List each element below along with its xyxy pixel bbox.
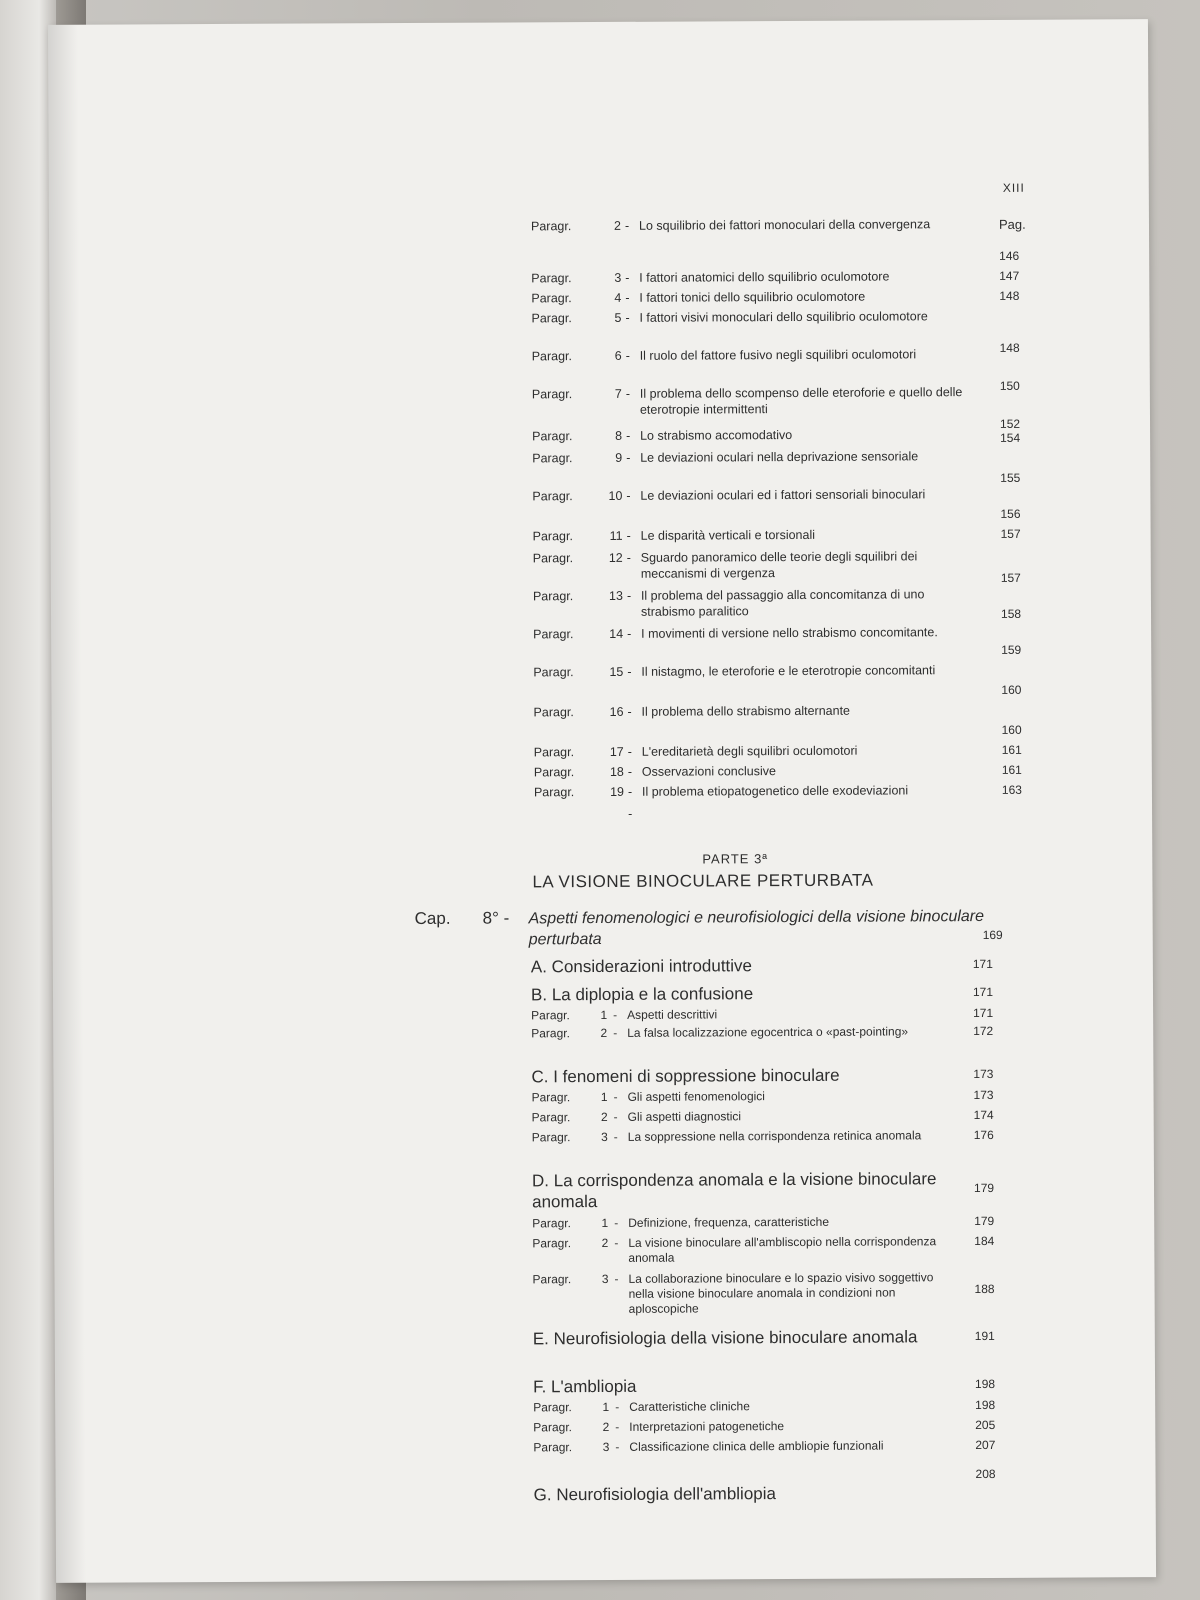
entry-label: Paragr. xyxy=(532,489,573,504)
entry-page: 148 xyxy=(999,340,1020,355)
section-page: 173 xyxy=(973,1066,994,1082)
entry-dash: - xyxy=(627,664,632,679)
entry-text: La visione binoculare all'ambliscopio nella corrispondenza anomala xyxy=(628,1234,937,1265)
entry-number: 1 xyxy=(601,1215,609,1231)
entry-text: Classificazione clinica delle ambliopie funzionali xyxy=(629,1438,884,1454)
entry-label: Paragr. xyxy=(532,429,573,444)
entry-page: 179 xyxy=(974,1213,995,1229)
entry-dash: - xyxy=(615,1419,620,1434)
entry-label: Paragr. xyxy=(533,627,574,642)
entry-label: Paragr. xyxy=(533,665,574,680)
entry-dash: - xyxy=(613,1025,618,1040)
entry-dash: - xyxy=(627,784,633,799)
entry-dash: - xyxy=(626,428,631,443)
entry-dash: - xyxy=(625,270,630,285)
entry-page: 184 xyxy=(974,1233,995,1249)
section-title: D. La corrispondenza anomala e la visione binoculare anomala xyxy=(531,1169,937,1212)
entry-dash: - xyxy=(626,588,632,603)
toc-entry xyxy=(52,741,1152,760)
entry-text: Lo squilibrio dei fattori monoculari della convergenza xyxy=(638,217,931,233)
chapter-label: Cap. xyxy=(414,908,451,928)
entry-page: 156 xyxy=(1000,506,1021,521)
entry-dash: - xyxy=(613,1129,618,1144)
entry-text: L'ereditarietà degli squilibri oculomotori xyxy=(641,743,858,759)
entry-text: Lo strabismo accomodativo xyxy=(640,427,793,443)
entry-dash: - xyxy=(624,218,630,233)
entry-number: 2 xyxy=(602,1419,610,1435)
entry-page: 171 xyxy=(973,1005,994,1021)
entry-label: Paragr. xyxy=(532,1216,571,1231)
entry-dash: - xyxy=(615,1399,620,1414)
entry-page: 207 xyxy=(975,1437,996,1453)
entry-text: Il problema dello scompenso delle eteroforie e quello delle eterotropie intermittenti xyxy=(639,385,963,417)
toc-subentry xyxy=(55,1397,1155,1415)
toc-subentry xyxy=(53,1023,1153,1041)
entry-text: Il problema del passaggio alla concomitanza di uno strabismo paralitico xyxy=(640,587,925,619)
entry-label: Paragr. xyxy=(532,1272,572,1287)
entry-text: La collaborazione binoculare e lo spazio visivo soggettivo nella visione binoculare anomala in condizioni non aploscopiche xyxy=(628,1270,934,1316)
entry-dash: - xyxy=(627,764,633,779)
entry-label: Paragr. xyxy=(533,765,575,780)
entry-dash: - xyxy=(626,528,631,543)
entry-page: 161 xyxy=(1001,742,1022,757)
entry-label: Paragr. xyxy=(531,349,573,364)
toc-entry xyxy=(51,661,1151,697)
entry-dash: - xyxy=(613,1007,618,1022)
toc-entry xyxy=(51,701,1151,737)
chapter-number: 8° - xyxy=(482,908,510,928)
section-page: 208 xyxy=(975,1466,996,1482)
entry-label: Paragr. xyxy=(531,387,573,402)
chapter-title: Aspetti fenomenologici e neurofisiologici della visione binoculare perturbata xyxy=(528,908,985,949)
entry-label: Paragr. xyxy=(531,1090,571,1105)
section-title: G. Neurofisiologia dell'ambliopia xyxy=(533,1484,777,1505)
entry-number: 4 xyxy=(614,290,622,305)
entry-text: I fattori tonici dello squilibrio oculomotore xyxy=(639,289,866,305)
entry-page: 198 xyxy=(975,1397,996,1413)
entry-text: Definizione, frequenza, caratteristiche xyxy=(628,1214,830,1230)
book-page xyxy=(48,19,1156,1583)
entry-number: 19 xyxy=(610,784,624,799)
entry-number: 5 xyxy=(614,310,622,325)
entry-number: 2 xyxy=(613,218,622,233)
entry-page: 159 xyxy=(1001,642,1022,657)
chapter-page: 169 xyxy=(982,927,1003,943)
entry-dash: - xyxy=(627,744,632,759)
section-page: 191 xyxy=(974,1328,995,1344)
toc-entry xyxy=(51,547,1151,585)
entry-dash: - xyxy=(613,1109,618,1124)
entry-page: 172 xyxy=(973,1023,994,1039)
entry-text: Il ruolo del fattore fusivo negli squilibri oculomotori xyxy=(639,347,917,363)
entry-text: Interpretazioni patogenetiche xyxy=(629,1419,785,1434)
section-title: C. I fenomeni di soppressione binoculare xyxy=(531,1065,840,1087)
entry-dash: - xyxy=(615,1439,620,1454)
entry-dash: - xyxy=(614,1215,619,1230)
entry-number: 18 xyxy=(609,764,624,779)
entry-text: La soppressione nella corrispondenza retinica anomala xyxy=(627,1128,922,1144)
chapter-entry xyxy=(53,905,1153,949)
entry-page: 155 xyxy=(1000,470,1021,485)
entry-number: 15 xyxy=(609,664,624,679)
entry-label: Paragr. xyxy=(531,311,572,326)
entry-page: 148 xyxy=(999,288,1020,303)
entry-number: 2 xyxy=(601,1235,609,1251)
entry-dash: - xyxy=(625,290,630,305)
entry-number: 3 xyxy=(614,270,622,285)
entry-text xyxy=(642,804,982,806)
entry-number: 3 xyxy=(601,1271,609,1287)
entry-page: 152 xyxy=(999,416,1021,431)
section-page: 179 xyxy=(973,1180,995,1196)
entry-dash: - xyxy=(614,1271,619,1286)
toc-subentry xyxy=(54,1213,1154,1231)
entry-label: Paragr. xyxy=(532,529,573,544)
entry-page: 173 xyxy=(973,1087,994,1103)
toc-entry xyxy=(50,447,1150,485)
section-page: 171 xyxy=(972,956,993,972)
entry-number: 11 xyxy=(609,528,623,543)
entry-number: 1 xyxy=(600,1089,608,1105)
entry-label: Paragr. xyxy=(533,705,574,720)
entry-label: Paragr. xyxy=(531,271,572,286)
section-title: B. La diplopia e la confusione xyxy=(530,984,754,1005)
section-page: 171 xyxy=(972,984,994,1000)
entry-text: Le disparità verticali e torsionali xyxy=(640,527,816,543)
entry-number: 3 xyxy=(602,1439,610,1455)
entry-label: Paragr. xyxy=(532,451,573,466)
entry-dash: - xyxy=(626,450,631,465)
entry-dash: - xyxy=(627,626,632,641)
entry-text: Il problema dello strabismo alternante xyxy=(641,703,851,719)
toc-entry xyxy=(49,267,1149,286)
toc-subentry xyxy=(54,1127,1154,1145)
entry-dash: - xyxy=(625,386,631,401)
entry-text: Sguardo panoramico delle teorie degli squilibri dei meccanismi di vergenza xyxy=(640,549,918,581)
entry-label: Paragr. xyxy=(533,785,575,800)
entry-number: 8 xyxy=(615,428,623,443)
toc-subentry xyxy=(55,1437,1155,1455)
entry-page: 146 xyxy=(999,248,1020,263)
section-heading xyxy=(56,1466,1156,1505)
section-heading xyxy=(53,953,1153,977)
entry-label: Paragr. xyxy=(533,1400,572,1415)
entry-dash: - xyxy=(628,806,633,821)
entry-number: 6 xyxy=(614,348,622,363)
toc-entry xyxy=(52,761,1152,780)
toc-subentry xyxy=(53,1005,1153,1023)
entry-number: 2 xyxy=(600,1109,608,1125)
entry-page: 157 xyxy=(1000,570,1021,585)
page-column-label: Pag. xyxy=(998,216,1026,232)
entry-page: 150 xyxy=(999,378,1020,393)
toc-entry xyxy=(52,803,1152,821)
entry-label: Paragr. xyxy=(532,551,574,566)
entry-number: 1 xyxy=(600,1007,608,1023)
entry-number: 9 xyxy=(615,450,623,465)
entry-page: 157 xyxy=(1000,526,1021,541)
entry-text: La falsa localizzazione egocentrica o «past-pointing» xyxy=(627,1024,909,1040)
section-heading xyxy=(53,1063,1153,1087)
section-title: A. Considerazioni introduttive xyxy=(530,956,753,977)
entry-page: 174 xyxy=(973,1107,994,1123)
entry-text: Le deviazioni oculari ed i fattori sensoriali binoculari xyxy=(640,487,926,503)
entry-page: 188 xyxy=(974,1281,995,1297)
entry-page: 158 xyxy=(1000,606,1022,621)
entry-page: 160 xyxy=(1001,682,1022,697)
entry-label: Paragr. xyxy=(532,589,574,604)
entry-page: 147 xyxy=(999,268,1020,283)
entry-text: Gli aspetti diagnostici xyxy=(627,1109,742,1124)
entry-number: 2 xyxy=(600,1025,608,1041)
section-page: 198 xyxy=(974,1376,996,1392)
section-heading xyxy=(54,1167,1154,1212)
section-title: E. Neurofisiologia della visione binoculare anomala xyxy=(532,1327,918,1349)
toc-entry xyxy=(51,623,1151,657)
section-heading xyxy=(55,1373,1155,1397)
entry-text: Il nistagmo, le eteroforie e le eterotropie concomitanti xyxy=(641,663,936,679)
entry-label: Paragr. xyxy=(531,1026,570,1041)
entry-dash: - xyxy=(613,1089,618,1104)
entry-page: 163 xyxy=(1001,782,1022,797)
entry-page: 205 xyxy=(975,1417,996,1433)
entry-text: I movimenti di versione nello strabismo concomitante. xyxy=(641,625,938,641)
entry-dash: - xyxy=(625,310,630,325)
entry-dash: - xyxy=(626,488,631,503)
entry-number: 16 xyxy=(609,704,624,719)
entry-number: 1 xyxy=(602,1399,610,1415)
entry-page: 160 xyxy=(1001,722,1022,737)
entry-label: Paragr. xyxy=(531,291,572,306)
toc-subentry xyxy=(54,1087,1154,1105)
section-title: F. L'ambliopia xyxy=(533,1376,637,1397)
entry-number: 17 xyxy=(609,744,624,759)
entry-label: Paragr. xyxy=(533,745,575,760)
entry-number: 14 xyxy=(609,626,624,641)
entry-text: Le deviazioni oculari nella deprivazione sensoriale xyxy=(640,449,919,465)
part-label: PARTE 3ª xyxy=(702,851,769,867)
entry-dash: - xyxy=(625,348,630,363)
entry-page: 154 xyxy=(1000,430,1021,445)
entry-page: 161 xyxy=(1001,762,1022,777)
entry-label: Paragr. xyxy=(533,1420,573,1435)
entry-text: I fattori visivi monoculari dello squilibrio oculomotore xyxy=(639,309,928,325)
section-heading xyxy=(53,981,1153,1005)
entry-label: Paragr. xyxy=(531,1008,570,1023)
entry-text: Il problema etiopatogenetico delle exodeviazioni xyxy=(641,783,909,799)
entry-number: 7 xyxy=(614,386,622,401)
entry-text: I fattori anatomici dello squilibrio oculomotore xyxy=(639,269,890,285)
entry-label: Paragr. xyxy=(531,1110,571,1125)
toc-subentry xyxy=(55,1417,1155,1435)
toc-entry xyxy=(49,287,1149,306)
entry-label: Paragr. xyxy=(532,1236,572,1251)
entry-number: 13 xyxy=(608,588,623,603)
toc-entry xyxy=(51,525,1151,544)
entry-dash: - xyxy=(626,550,631,565)
page-folio: XIII xyxy=(1002,180,1025,195)
part-title: LA VISIONE BINOCULARE PERTURBATA xyxy=(532,870,874,892)
entry-number: 3 xyxy=(601,1129,608,1145)
entry-number: 10 xyxy=(608,488,623,503)
entry-text: Caratteristiche cliniche xyxy=(629,1399,750,1414)
entry-text: Aspetti descrittivi xyxy=(627,1007,718,1022)
section-heading xyxy=(55,1325,1155,1349)
entry-label: Paragr. xyxy=(530,219,572,234)
toc-subentry xyxy=(54,1233,1154,1265)
entry-dash: - xyxy=(627,704,632,719)
entry-label: Paragr. xyxy=(533,1440,573,1455)
entry-page: 176 xyxy=(973,1127,994,1143)
toc-entry xyxy=(52,781,1152,800)
entry-text: Osservazioni conclusive xyxy=(641,764,776,779)
toc-subentry xyxy=(54,1107,1154,1125)
entry-dash: - xyxy=(614,1235,619,1250)
toc-subentry xyxy=(54,1269,1154,1316)
entry-text: Gli aspetti fenomenologici xyxy=(627,1089,766,1104)
entry-label: Paragr. xyxy=(531,1130,571,1145)
entry-number: 12 xyxy=(608,550,623,565)
table-of-contents xyxy=(48,19,1156,1583)
